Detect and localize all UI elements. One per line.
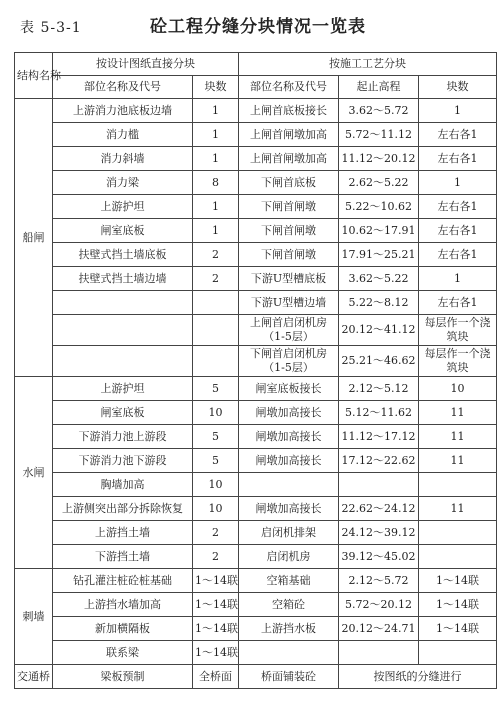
- cell-count2: [419, 641, 497, 665]
- cell-count: 2: [193, 243, 239, 267]
- cell-count2: [419, 545, 497, 569]
- cell-count: 10: [193, 473, 239, 497]
- cell-count2: 1～14联: [419, 617, 497, 641]
- cell-count2: 左右各1: [419, 219, 497, 243]
- cell-count2: 左右各1: [419, 123, 497, 147]
- cell-count2: 1: [419, 99, 497, 123]
- col-count: 块数: [193, 76, 239, 99]
- cell-part: 上游侧突出部分拆除恢复: [53, 497, 193, 521]
- cell-elevation: 3.62～5.22: [339, 267, 419, 291]
- cell-count: 1～14联: [193, 569, 239, 593]
- cell-part2: 闸墩加高接长: [239, 425, 339, 449]
- cell-elevation: 5.72～20.12: [339, 593, 419, 617]
- col-count-2: 块数: [419, 76, 497, 99]
- cell-part2: 空箱砼: [239, 593, 339, 617]
- cell-part2: 上闸首底板接长: [239, 99, 339, 123]
- cell-elevation: 39.12～45.02: [339, 545, 419, 569]
- cell-part: 新加横隔板: [53, 617, 193, 641]
- cell-part2: 下闸首底板: [239, 171, 339, 195]
- cell-count: 1: [193, 219, 239, 243]
- cell-part2: 闸墩加高接长: [239, 449, 339, 473]
- cell-count2: [419, 521, 497, 545]
- col-structure-name: 结构名称: [15, 53, 53, 99]
- cell-count: 全桥面: [193, 665, 239, 689]
- cell-part: 下游挡土墙: [53, 545, 193, 569]
- table-row: [15, 449, 497, 473]
- cell-part2: 启闭机排架: [239, 521, 339, 545]
- cell-part: 上游挡水墙加高: [53, 593, 193, 617]
- cell-part: 下游消力池下游段: [53, 449, 193, 473]
- cell-elevation: 17.12～22.62: [339, 449, 419, 473]
- cell-count2: 每层作一个浇筑块: [419, 346, 497, 377]
- segmentation-table: [14, 52, 497, 689]
- cell-count: 1: [193, 123, 239, 147]
- cell-elevation: 2.62～5.22: [339, 171, 419, 195]
- cell-elevation: 5.72～11.12: [339, 123, 419, 147]
- cell-count: 2: [193, 545, 239, 569]
- cell-count: 8: [193, 171, 239, 195]
- cell-elevation: [339, 473, 419, 497]
- cell-part2: [239, 473, 339, 497]
- cell-part: 上游护坦: [53, 377, 193, 401]
- cell-count2: [419, 473, 497, 497]
- table-row: [15, 147, 497, 171]
- cell-count2: 1～14联: [419, 593, 497, 617]
- cell-note: 按图纸的分缝进行: [339, 665, 497, 689]
- cell-count: [193, 346, 239, 377]
- table-row: [15, 593, 497, 617]
- table-row: [15, 267, 497, 291]
- cell-part: 闸室底板: [53, 219, 193, 243]
- cell-part2: 下闸首启闭机房（1-5层）: [239, 346, 339, 377]
- col-part-name: 部位名称及代号: [53, 76, 193, 99]
- cell-part: 联系梁: [53, 641, 193, 665]
- cell-part: 上游挡土墙: [53, 521, 193, 545]
- cell-count: 1～14联: [193, 641, 239, 665]
- table-row: [15, 346, 497, 377]
- cell-count2: 1: [419, 267, 497, 291]
- cell-count: 1: [193, 99, 239, 123]
- table-row: [15, 545, 497, 569]
- table-row: [15, 315, 497, 346]
- cell-count2: 1: [419, 171, 497, 195]
- cell-part2: 下闸首闸墩: [239, 195, 339, 219]
- table-row: [15, 569, 497, 593]
- cell-part2: 空箱基础: [239, 569, 339, 593]
- table-row-traffic-bridge: [15, 665, 497, 689]
- cell-elevation: 22.62～24.12: [339, 497, 419, 521]
- table-row: [15, 291, 497, 315]
- cell-count: 5: [193, 377, 239, 401]
- cell-count2: 每层作一个浇筑块: [419, 315, 497, 346]
- cell-count: [193, 291, 239, 315]
- table-row: [15, 401, 497, 425]
- cell-count2: 左右各1: [419, 147, 497, 171]
- cell-part: 上游消力池底板边墙: [53, 99, 193, 123]
- cell-elevation: 5.12～11.62: [339, 401, 419, 425]
- cell-part: [53, 346, 193, 377]
- cell-count2: 10: [419, 377, 497, 401]
- table-row: [15, 219, 497, 243]
- table-header: [0, 0, 504, 44]
- table-row: [15, 123, 497, 147]
- cell-part2: 桥面铺装砼: [239, 665, 339, 689]
- cell-elevation: 5.22～10.62: [339, 195, 419, 219]
- cell-part: 扶壁式挡土墙底板: [53, 243, 193, 267]
- cell-elevation: 20.12～41.12: [339, 315, 419, 346]
- cell-count: 1～14联: [193, 617, 239, 641]
- cell-elevation: 20.12～24.71: [339, 617, 419, 641]
- cell-count2: 11: [419, 449, 497, 473]
- cell-part: 消力梁: [53, 171, 193, 195]
- cell-count: 10: [193, 497, 239, 521]
- cell-part: 消力槛: [53, 123, 193, 147]
- cell-count2: 11: [419, 497, 497, 521]
- cell-count2: 左右各1: [419, 291, 497, 315]
- cell-count: [193, 315, 239, 346]
- cell-elevation: 25.21～46.62: [339, 346, 419, 377]
- cell-part: [53, 315, 193, 346]
- table-row: [15, 171, 497, 195]
- table-number: 表 5-3-1: [20, 20, 82, 36]
- cell-count: 5: [193, 449, 239, 473]
- cell-elevation: 11.12～17.12: [339, 425, 419, 449]
- cell-part: 消力斜墙: [53, 147, 193, 171]
- cell-part2: 上闸首启闭机房（1-5层）: [239, 315, 339, 346]
- cell-part2: 闸室底板接长: [239, 377, 339, 401]
- cell-count: 10: [193, 401, 239, 425]
- cell-part2: 下游U型槽边墙: [239, 291, 339, 315]
- cell-count: 1～14联: [193, 593, 239, 617]
- group-process-header: 按施工工艺分块: [239, 53, 497, 76]
- cell-part: 上游护坦: [53, 195, 193, 219]
- cell-part2: 闸墩加高接长: [239, 497, 339, 521]
- cell-part: 闸室底板: [53, 401, 193, 425]
- cell-elevation: 17.91～25.21: [339, 243, 419, 267]
- col-elevation: 起止高程: [339, 76, 419, 99]
- cell-count: 1: [193, 147, 239, 171]
- table-row: [15, 195, 497, 219]
- cell-count2: 11: [419, 425, 497, 449]
- structure-name-cell: 水闸: [15, 377, 53, 569]
- cell-count: 1: [193, 195, 239, 219]
- cell-count: 2: [193, 267, 239, 291]
- cell-part2: 上闸首闸墩加高: [239, 147, 339, 171]
- table-row: [15, 377, 497, 401]
- structure-name-cell: 刺墙: [15, 569, 53, 665]
- table-title: 砼工程分缝分块情况一览表: [150, 17, 366, 37]
- cell-elevation: 11.12～20.12: [339, 147, 419, 171]
- cell-part: 下游消力池上游段: [53, 425, 193, 449]
- group-design-header: 按设计图纸直接分块: [53, 53, 239, 76]
- cell-count2: 11: [419, 401, 497, 425]
- structure-name-cell: 交通桥: [15, 665, 53, 689]
- cell-part2: 启闭机房: [239, 545, 339, 569]
- table-row: [15, 617, 497, 641]
- cell-part: 钻孔灌注桩砼桩基础: [53, 569, 193, 593]
- cell-count: 5: [193, 425, 239, 449]
- cell-elevation: 2.12～5.72: [339, 569, 419, 593]
- table-row: [15, 521, 497, 545]
- col-part-name-2: 部位名称及代号: [239, 76, 339, 99]
- cell-part2: 下游U型槽底板: [239, 267, 339, 291]
- cell-count: 2: [193, 521, 239, 545]
- cell-elevation: 5.22～8.12: [339, 291, 419, 315]
- table-row: [15, 497, 497, 521]
- cell-part2: 闸墩加高接长: [239, 401, 339, 425]
- table-row: [15, 473, 497, 497]
- cell-part: 梁板预制: [53, 665, 193, 689]
- cell-elevation: 3.62～5.72: [339, 99, 419, 123]
- table-row: [15, 99, 497, 123]
- cell-elevation: 10.62～17.91: [339, 219, 419, 243]
- cell-part: 扶壁式挡土墙边墙: [53, 267, 193, 291]
- cell-part2: [239, 641, 339, 665]
- table-row: [15, 243, 497, 267]
- cell-count2: 左右各1: [419, 243, 497, 267]
- cell-part2: 上闸首闸墩加高: [239, 123, 339, 147]
- cell-count2: 左右各1: [419, 195, 497, 219]
- cell-elevation: 2.12～5.12: [339, 377, 419, 401]
- structure-name-cell: 船闸: [15, 99, 53, 377]
- cell-part: 胸墙加高: [53, 473, 193, 497]
- cell-part2: 下闸首闸墩: [239, 243, 339, 267]
- cell-elevation: 24.12～39.12: [339, 521, 419, 545]
- cell-part2: 下闸首闸墩: [239, 219, 339, 243]
- cell-part: [53, 291, 193, 315]
- table-row: [15, 425, 497, 449]
- cell-elevation: [339, 641, 419, 665]
- cell-part2: 上游挡水板: [239, 617, 339, 641]
- table-row: [15, 641, 497, 665]
- cell-count2: 1～14联: [419, 569, 497, 593]
